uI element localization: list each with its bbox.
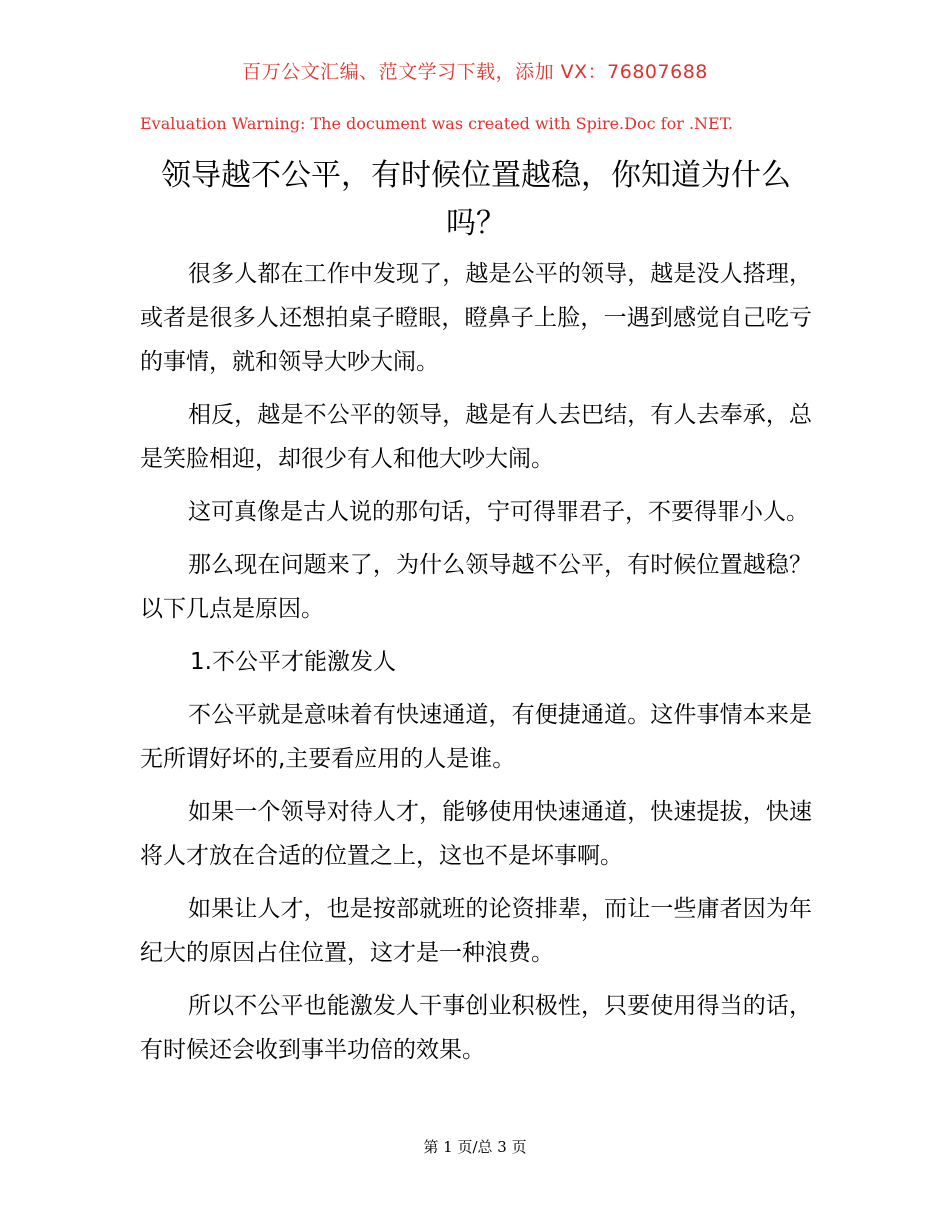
document-title: 领导越不公平，有时候位置越稳，你知道为什么吗？: [161, 158, 791, 241]
paragraph: 那么现在问题来了，为什么领导越不公平，有时候位置越稳？以下几点是原因。: [140, 552, 812, 622]
evaluation-warning: Evaluation Warning: The document was created with Spire.Doc for .NET.: [140, 114, 734, 133]
paragraph: 这可真像是古人说的那句话，宁可得罪君子，不要得罪小人。: [188, 499, 809, 525]
header-banner: 百万公文汇编、范文学习下载，添加 VX：76807688: [242, 61, 708, 83]
paragraph: 相反，越是不公平的领导，越是有人去巴结，有人去奉承，总是笑脸相迎，却很少有人和他大吵大闹。: [140, 402, 812, 472]
section-heading: 1.不公平才能激发人: [190, 649, 396, 675]
paragraph: 所以不公平也能激发人干事创业积极性，只要使用得当的话，有时候还会收到事半功倍的效果。: [140, 993, 812, 1063]
document-body: [140, 252, 812, 1081]
paragraph: 如果一个领导对待人才，能够使用快速通道，快速提拔，快速将人才放在合适的位置之上，这也不是坏事啊。: [140, 799, 812, 869]
page-number: 第 1 页/总 3 页: [423, 1138, 527, 1156]
paragraph: 很多人都在工作中发现了，越是公平的领导，越是没人搭理，或者是很多人还想拍桌子瞪眼，瞪鼻子上脸，一遇到感觉自己吃亏的事情，就和领导大吵大闹。: [140, 261, 812, 375]
paragraph: 如果让人才，也是按部就班的论资排辈，而让一些庸者因为年纪大的原因占住位置，这才是一种浪费。: [140, 896, 812, 966]
paragraph: 不公平就是意味着有快速通道，有便捷通道。这件事情本来是无所谓好坏的,主要看应用的人是谁。: [140, 702, 812, 772]
